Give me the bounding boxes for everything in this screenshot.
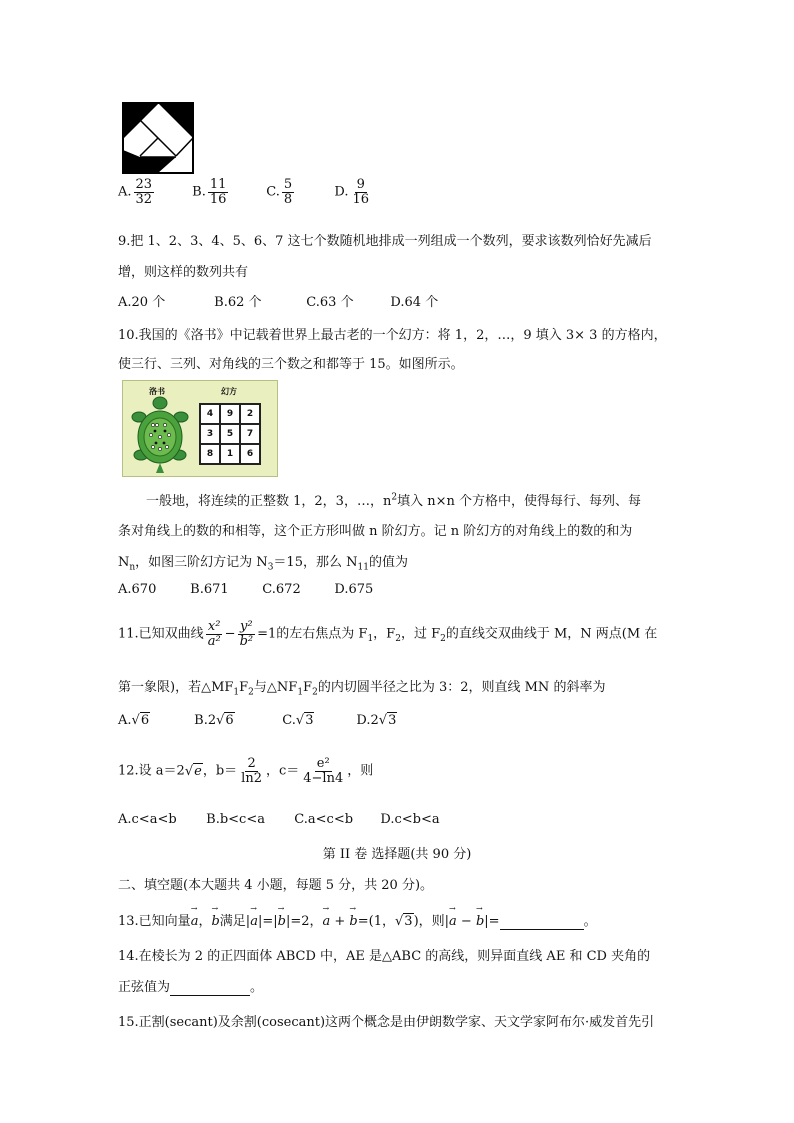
q12-option-c: C.a<c<b xyxy=(294,812,354,827)
q11-option-a: A.√6 xyxy=(118,713,150,728)
q11-option-b: B.2√6 xyxy=(194,713,234,728)
q14-line1: 14.在棱长为 2 的正四面体 ABCD 中，AE 是△ABC 的高线，则异面直线 AE 和 CD 夹角的 xyxy=(118,949,651,964)
q11-options xyxy=(118,713,397,728)
q9-option-b: B.62 个 xyxy=(214,295,262,310)
q14-line2: 正弦值为 。 xyxy=(118,980,264,995)
q11-line2: 第一象限)，若$\triangle MF_1F_2$与$\triangle NF_1F_2$的内切圆半径之比为 3：2，则直线 MN 的斜率为 xyxy=(118,680,606,698)
q8-options xyxy=(118,178,373,206)
q12-option-d: D.c<b<a xyxy=(380,812,440,827)
q12-option-a: A.c<a<b xyxy=(118,812,177,827)
magic-cell: 4 xyxy=(200,404,220,424)
q10-line2: 使三行、三列、对角线的三个数之和都等于 15。如图所示。 xyxy=(118,357,464,372)
luoshu-label: 洛书 xyxy=(149,386,165,396)
magic-square-grid xyxy=(199,403,261,465)
tangram-figure xyxy=(122,102,194,174)
turtle-image xyxy=(129,395,191,475)
section-fill-in: 二、填空题(本大题共 4 小题，每题 5 分，共 20 分)。 xyxy=(118,878,434,893)
q9-option-c: C.63 个 xyxy=(306,295,354,310)
magic-square-label: 幻方 xyxy=(221,386,237,396)
q10-option-a: A.670 xyxy=(118,582,157,597)
magic-cell: 3 xyxy=(200,424,220,444)
q9-option-d: D.64 个 xyxy=(390,295,439,310)
q14-answer-blank[interactable] xyxy=(170,980,250,996)
q9-line1: 9.把 1、2、3、4、5、6、7 这七个数随机地排成一列组成一个数列，要求该数列恰好先减后 xyxy=(118,234,652,249)
q9-option-a: A.20 个 xyxy=(118,295,166,310)
q11-line1: 11.已知双曲线 $\frac{\text{x²}}{\text{a²}}$ − $\frac{\text{y²}}{\text{b²}}$ =1的左右焦点为 $F_1$，$F_2$，过 $F_2$的直线交双曲线于 M，N 两点(M 在 xyxy=(118,619,658,649)
q10-para2: 条对角线上的数的和相等，这个正方形叫做 n 阶幻方。记 n 阶幻方的对角线上的数的和为 xyxy=(118,524,633,539)
q10-line1: 10.我国的《洛书》中记载着世界上最古老的一个幻方：将 1，2，…，9 填入 3× 3 的方格内， xyxy=(118,328,667,343)
luoshu-figure xyxy=(122,380,278,477)
q10-option-c: C.672 xyxy=(262,582,301,597)
magic-cell: 9 xyxy=(220,404,240,424)
q9-options xyxy=(118,291,438,310)
q13-line: 13.已知向量→ a，→ b满足|→ a|=|→ b|=2，→ a + → b=(1，√3)，则|→ a − → b|= 。 xyxy=(118,910,597,930)
q10-para1: 一般地，将连续的正整数 1，2，3，…，$n^2$填入 n×n 个方格中，使得每行、每列、每 xyxy=(146,492,641,509)
magic-cell: 5 xyxy=(220,424,240,444)
q12-options xyxy=(118,812,440,827)
q11-option-d: D.2√3 xyxy=(356,713,397,728)
q10-options xyxy=(118,582,373,597)
q9-line2: 增，则这样的数列共有 xyxy=(118,265,249,280)
q10-option-d: D.675 xyxy=(334,582,374,597)
q8-option-a: A. $\frac{23}{32}$ xyxy=(118,177,153,207)
q13-answer-blank[interactable] xyxy=(500,914,584,930)
magic-cell: 8 xyxy=(200,444,220,464)
q8-option-c: C. $\frac{5}{8}$ xyxy=(266,177,293,207)
q12-line: 12.设 a＝2√e，b＝ $\frac{2}{\ln 2}$ ，c＝ $\frac{\text{e²}}{4-\ln 4}$ ，则 xyxy=(118,756,374,786)
part2-title: 第 II 卷 选择题(共 90 分) xyxy=(322,847,472,862)
magic-cell: 6 xyxy=(240,444,260,464)
q8-option-b: B. $\frac{11}{16}$ xyxy=(192,177,227,207)
q11-option-c: C.√3 xyxy=(282,713,314,728)
q8-option-d: D. $\frac{9}{16}$ xyxy=(334,177,370,207)
magic-cell: 7 xyxy=(240,424,260,444)
q15-line1: 15.正割(secant)及余割(cosecant)这两个概念是由伊朗数学家、天文学家阿布尔·威发首先引 xyxy=(118,1015,655,1030)
magic-cell: 1 xyxy=(220,444,240,464)
q12-option-b: B.b<c<a xyxy=(206,812,265,827)
magic-cell: 2 xyxy=(240,404,260,424)
q10-para3: $N_n$，如图三阶幻方记为 $N_3=15$，那么 $N_{11}$的值为 xyxy=(118,555,408,573)
q10-option-b: B.671 xyxy=(190,582,229,597)
